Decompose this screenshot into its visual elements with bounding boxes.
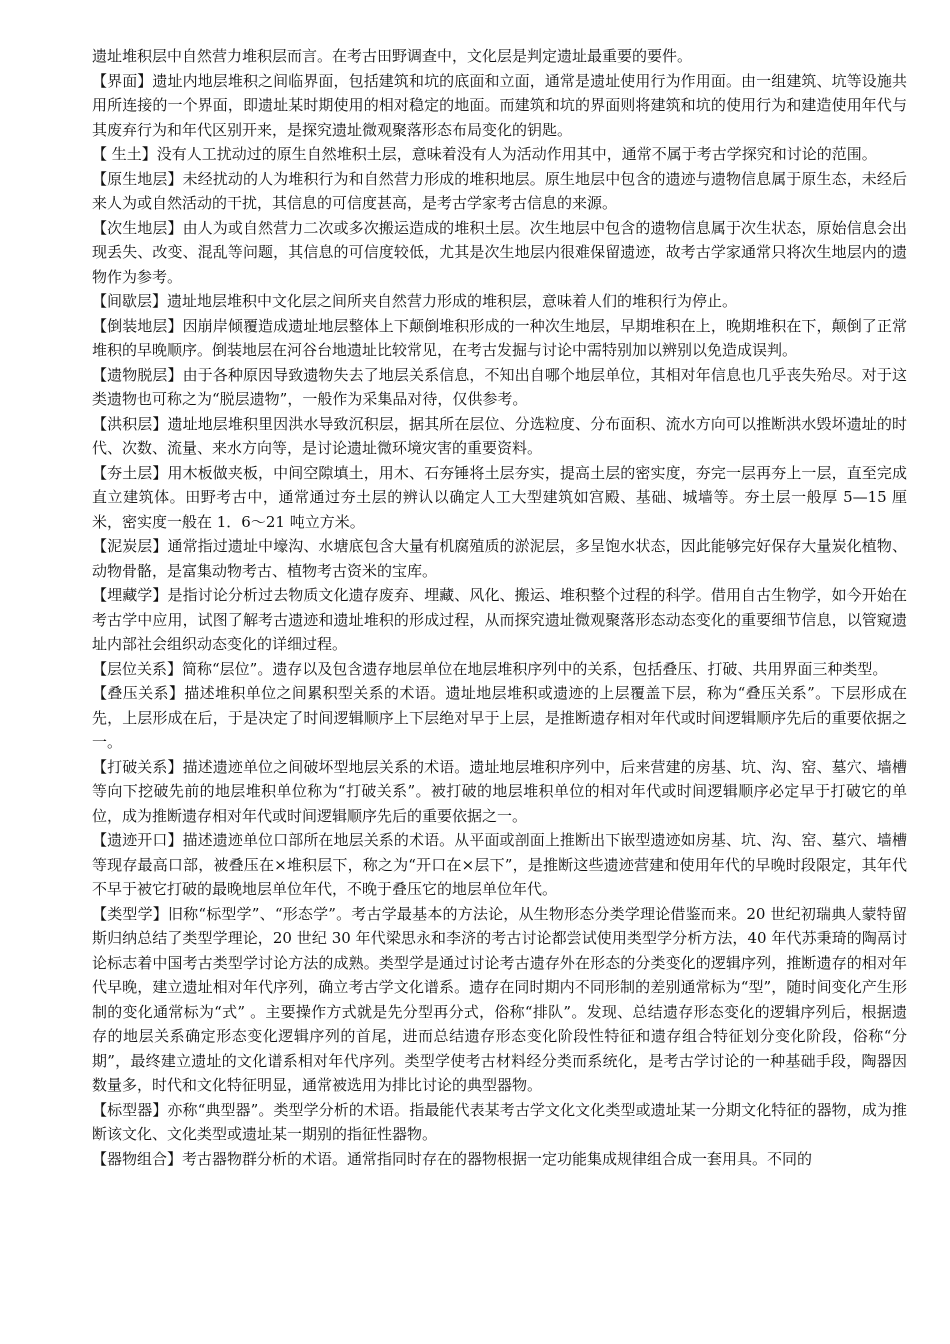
glossary-entry-yiji-kaikou: 【遗迹开口】描述遗迹单位口部所在地层关系的术语。从平面或剖面上推断出下嵌型遗迹如房基、坑、沟、窑、墓穴、墙槽等现存最高口部，被叠压在×堆积层下，称之为“开口在×层下”，是推断这些遗迹营建和使用年代的早晚时段限定，其年代不早于被它打破的最晚地层单位年代，不晚于叠压它的地层单位年代。	[92, 831, 907, 898]
document-page	[92, 44, 907, 1171]
glossary-entry-hangtuceng: 【夯土层】用木板做夹板，中间空隙填土，用木、石夯锤将土层夯实，提高土层的密实度，夯完一层再夯上一层，直至完成直立建筑体。田野考古中，通常通过夯土层的辨认以确定人工大型建筑如宫殿、基础、城墙等。夯土层一般厚 5—15 厘米，密实度一般在 1．6～21 吨立方米。	[92, 463, 907, 531]
glossary-entry-yiwu-tuoceng: 【遗物脱层】由于各种原因导致遗物失去了地层关系信息，不知出自哪个地层单位，其相对年信息也几乎丧失殆尽。对于这类遗物也可称之为“脱层遗物”，一般作为采集品对待，仅供参考。	[92, 365, 907, 408]
glossary-entry-biaoxingqi: 【标型器】亦称“典型器”。类型学分析的术语。指最能代表某考古学文化文化类型或遗址某一分期文化特征的器物，成为推断该文化、文化类型或遗址某一期别的指征性器物。	[92, 1100, 907, 1143]
glossary-entry-dapo-guanxi: 【打破关系】描述遗迹单位之间破坏型地层关系的术语。遗址地层堆积序列中，后来营建的房基、坑、沟、窑、墓穴、墙槽等向下挖破先前的地层堆积单位称为“打破关系”。被打破的地层堆积单位的相对年代或时间逻辑顺序必定早于打破它的单位，成为推断遗存相对年代或时间逻辑顺序先后的重要依据之一。	[92, 757, 907, 825]
glossary-entry-jiemian: 【界面】遗址内地层堆积之间临界面，包括建筑和坑的底面和立面，通常是遗址使用行为作用面。由一组建筑、坑等设施共用所连接的一个界面，即遗址某时期使用的相对稳定的地面。而建筑和坑的界面则将建筑和坑的使用行为和建造使用年代与其废弃行为和年代区别开来，是探究遗址微观聚落形态布局变化的钥匙。	[92, 71, 907, 139]
glossary-entry-qiwu-zuhe: 【器物组合】考古器物群分析的术语。通常指同时存在的器物根据一定功能集成规律组合成一套用具。不同的	[92, 1149, 813, 1168]
glossary-entry-leixingxue: 【类型学】旧称“标型学”、“形态学”。考古学最基本的方法论，从生物形态分类学理论借鉴而来。20 世纪初瑞典人蒙特留斯归纳总结了类型学理论，20 世纪 30 年代梁思永和李济的考古讨论都尝试使用类型学分析方法，40 年代苏秉琦的陶鬲讨论标志着中国考古类型学讨论方法的成熟。类型学是通过讨论考古遗存外在形态的分类变化的逻辑序列，推断遗存的相对年代早晚，建立遗址相对年代序列，确立考古学文化谱系。遗存在同时期内不同形制的差别通常标为“型”，随时间变化产生形制的变化通常标为“式” 。主要操作方式就是先分型再分式，俗称“排队”。发现、总结遗存形态变化的逻辑序列后，根据遗存的地层关系确定形态变化逻辑序列的首尾，进而总结遗存形态变化阶段性特征和遗存组合特征划分变化阶段，俗称“分期”，最终建立遗址的文化谱系相对年代序列。类型学使考古材料经分类而系统化，是考古学讨论的一种基础手段，陶器因数量多，时代和文化特征明显，通常被选用为排比讨论的典型器物。	[92, 904, 907, 1094]
glossary-entry-daozhuang-diceng: 【倒装地层】因崩岸倾覆造成遗址地层整体上下颠倒堆积形成的一种次生地层，早期堆积在上，晚期堆积在下，颠倒了正常堆积的早晚顺序。倒装地层在河谷台地遗址比较常见，在考古发掘与讨论中需特别加以辨别以免造成误判。	[92, 316, 907, 359]
glossary-entry-cisheng-diceng: 【次生地层】由人为或自然营力二次或多次搬运造成的堆积土层。次生地层中包含的遗物信息属于次生状态，原始信息会出现丢失、改变、混乱等问题，其信息的可信度较低，尤其是次生地层内很难保留遗迹，故考古学家通常只将次生地层内的遗物作为参考。	[92, 218, 907, 286]
glossary-entry-nitanceng: 【泥炭层】通常指过遗址中壕沟、水塘底包含大量有机腐殖质的淤泥层，多呈饱水状态，因此能够完好保存大量炭化植物、动物骨骼，是富集动物考古、植物考古资米的宝库。	[92, 537, 907, 580]
glossary-entry-hongjiceng: 【洪积层】遗址地层堆积里因洪水导致沉积层，据其所在层位、分选粒度、分布面积、流水方向可以推断洪水毁坏遗址的时代、次数、流量、来水方向等，是讨论遗址微环境灾害的重要资料。	[92, 414, 907, 457]
glossary-entry-dieya-guanxi: 【叠压关系】描述堆积单位之间累积型关系的术语。遗址地层堆积或遗迹的上层覆盖下层，称为“叠压关系”。下层形成在先，上层形成在后，于是决定了时间逻辑顺序上下层绝对早于上层，是推断遗存相对年代或时间逻辑顺序先后的重要依据之一。	[92, 684, 907, 751]
glossary-entry-cengwei-guanxi: 【层位关系】简称“层位”。遗存以及包含遗存地层单位在地层堆积序列中的关系，包括叠压、打破、共用界面三种类型。	[92, 659, 888, 678]
glossary-entry-jianxieceng: 【间歇层】遗址地层堆积中文化层之间所夹自然营力形成的堆积层，意味着人们的堆积行为停止。	[92, 292, 738, 310]
glossary-entry-maicangxue: 【埋藏学】是指讨论分析过去物质文化遗存废弃、埋藏、风化、搬运、堆积整个过程的科学。借用自古生物学，如今开始在考古学中应用，试图了解考古遗迹和遗址堆积的形成过程，从而探究遗址微观聚落形态动态变化的重要细节信息，以管窥遗址内部社会组织动态变化的详细过程。	[92, 586, 907, 653]
text-continuation: 遗址堆积层中自然营力堆积层而言。在考古田野调查中，文化层是判定遗址最重要的要件。	[92, 47, 693, 65]
glossary-entry-yuansheng-diceng: 【原生地层】未经扰动的人为堆积行为和自然营力形成的堆积地层。原生地层中包含的遗迹与遗物信息属于原生态，未经后来人为或自然活动的干扰，其信息的可信度甚高，是考古学家考古信息的来源。	[92, 169, 907, 212]
glossary-entry-shengtu: 【 生土】没有人工扰动过的原生自然堆积土层，意味着没有人为活动作用其中，通常不属于考古学探究和讨论的范围。	[92, 145, 877, 163]
